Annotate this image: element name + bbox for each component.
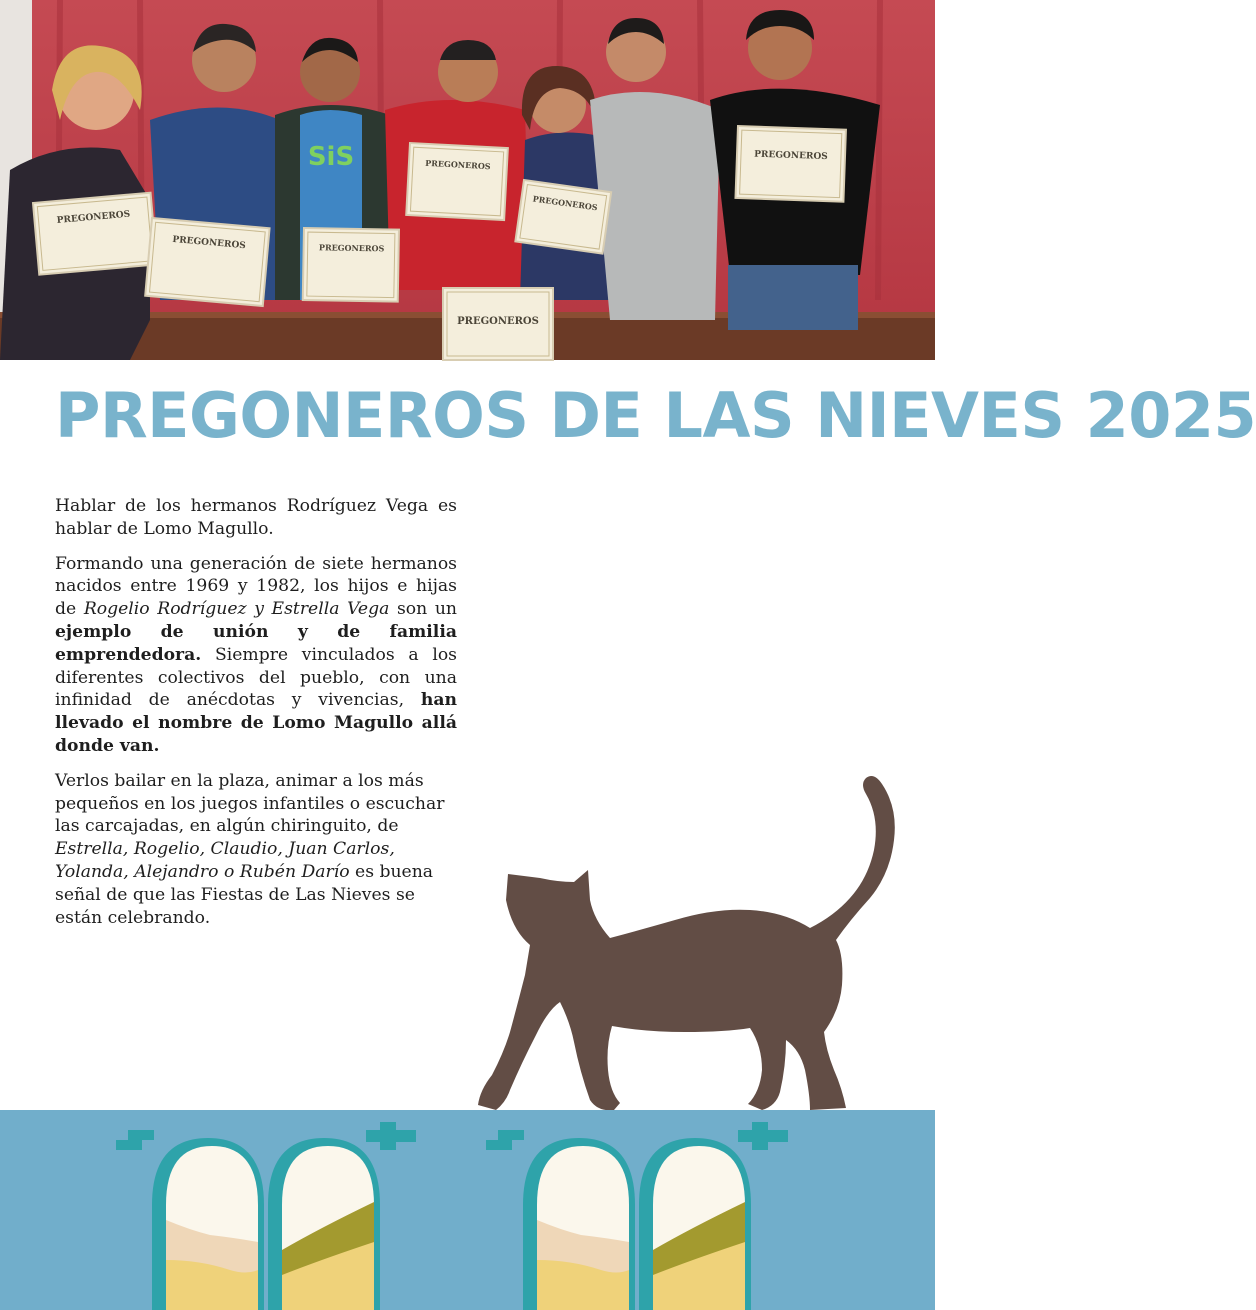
group-photo bbox=[0, 0, 935, 360]
svg-text:PREGONEROS: PREGONEROS bbox=[56, 209, 131, 226]
page-title: PREGONEROS DE LAS NIEVES 2025 bbox=[55, 379, 1256, 452]
article-body bbox=[55, 495, 457, 941]
certificate bbox=[303, 228, 399, 302]
certificate bbox=[145, 218, 269, 306]
text-run: es buena señal de que las Fiestas de Las Nieves se están celebrando. bbox=[55, 861, 434, 928]
svg-text:PREGONEROS: PREGONEROS bbox=[457, 316, 539, 327]
text-run: Siempre vinculados a los diferentes colectivos del pueblo, con una infinidad de anécdotas y vivencias, bbox=[55, 644, 457, 711]
certificate bbox=[515, 180, 611, 254]
svg-text:PREGONEROS: PREGONEROS bbox=[532, 193, 599, 213]
text-run: Verlos bailar en la plaza, animar a los más pequeños en los juegos infantiles o escuchar las carcajadas, en algún chiringuito, de bbox=[55, 770, 445, 837]
paragraph-2 bbox=[55, 553, 457, 758]
siblings-names: Estrella, Rogelio, Claudio, Juan Carlos, Yolanda, Alejandro o Rubén Darío bbox=[55, 839, 395, 882]
cat-silhouette bbox=[470, 770, 910, 1115]
paragraph-1: Hablar de los hermanos Rodríguez Vega es hablar de Lomo Magullo. bbox=[55, 496, 457, 539]
certificate bbox=[735, 126, 845, 202]
paragraph-3 bbox=[55, 770, 457, 930]
certificate bbox=[406, 143, 508, 220]
text-run: Formando una generación de siete hermanos nacidos entre 1969 y 1982, los hijos e hijas de bbox=[55, 553, 457, 620]
emphasis-text: ejemplo de unión y de familia emprendedora. bbox=[55, 621, 457, 665]
svg-text:PREGONEROS: PREGONEROS bbox=[425, 157, 491, 172]
svg-text:PREGONEROS: PREGONEROS bbox=[754, 149, 828, 163]
parents-names: Rogelio Rodríguez y Estrella Vega bbox=[83, 599, 390, 620]
shirt-logo: SiS bbox=[307, 142, 355, 172]
svg-text:PREGONEROS: PREGONEROS bbox=[318, 242, 385, 254]
certificate bbox=[443, 288, 553, 360]
certificate bbox=[33, 193, 157, 275]
text-run: son un bbox=[389, 599, 457, 620]
footer-wall-decoration bbox=[0, 1110, 935, 1310]
svg-text:PREGONEROS: PREGONEROS bbox=[171, 234, 247, 252]
emphasis-text: han llevado el nombre de Lomo Magullo allá donde van. bbox=[55, 690, 457, 756]
